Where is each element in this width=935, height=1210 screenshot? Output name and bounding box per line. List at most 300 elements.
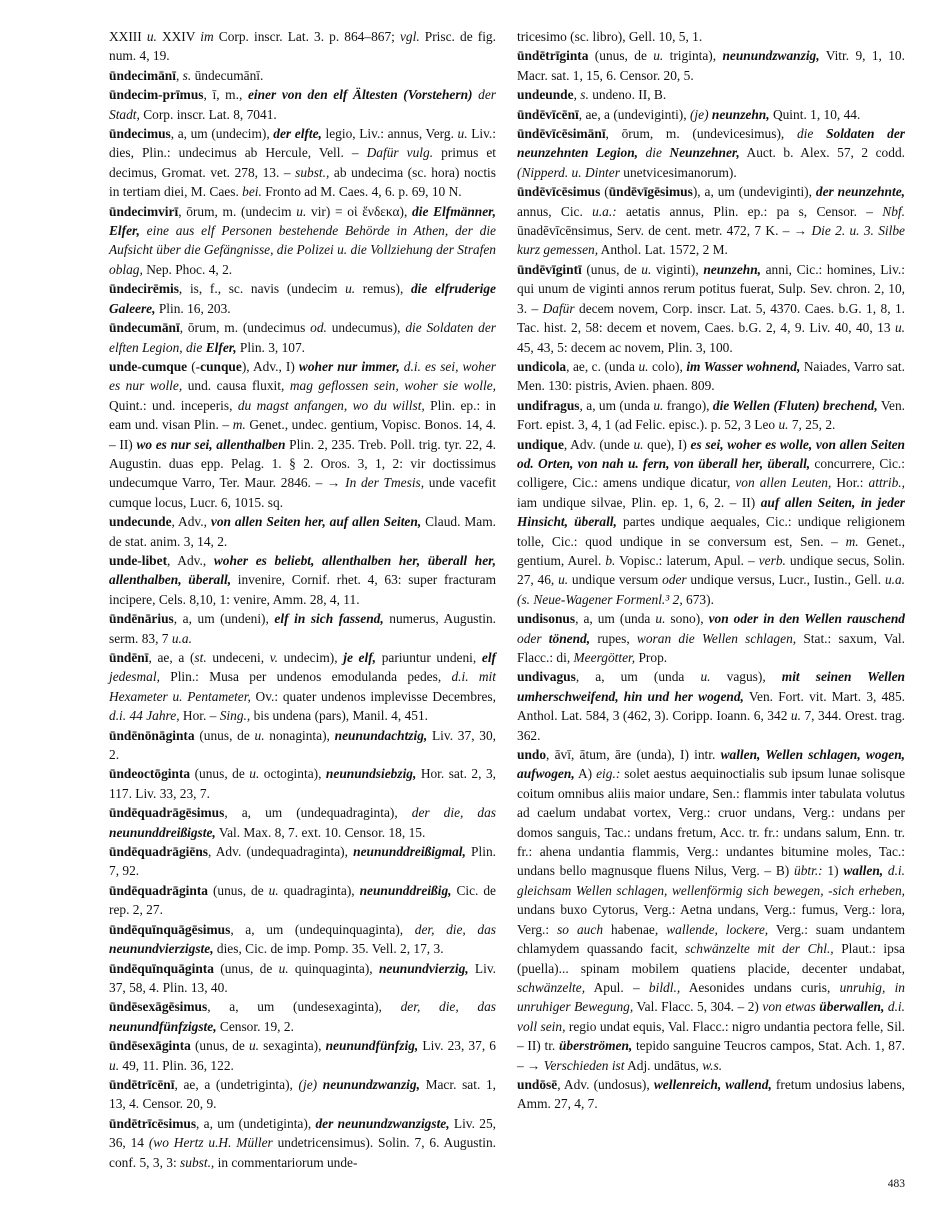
headword: undisonus xyxy=(517,611,576,627)
entry-text: Apul. – xyxy=(585,979,649,995)
entry-text: neunundvierzig, xyxy=(378,960,469,976)
entry-text: ab undecima (sc. hora) noctis in tertiam diei, M. Caes. xyxy=(109,164,496,200)
dictionary-entry xyxy=(517,27,905,46)
entry-text: von oder in den Wellen rauschend xyxy=(708,611,905,627)
entry-text: ), a, um (undeviginti), xyxy=(692,184,816,200)
dictionary-entry xyxy=(109,318,496,357)
entry-text: oder xyxy=(517,630,542,646)
entry-text: u. xyxy=(641,261,652,277)
entry-text: , is, f., sc. navis (undecim xyxy=(178,281,346,297)
headword: undifragus xyxy=(517,397,580,413)
entry-text: oder xyxy=(662,572,687,588)
entry-text: die Wellen (Fluten) brechend, xyxy=(712,397,878,413)
entry-text: neunundvierzigste, xyxy=(109,941,214,957)
entry-text: XXIII xyxy=(109,29,147,44)
dictionary-entry xyxy=(109,85,496,124)
entry-text: 49, 11. Plin. 36, 122. xyxy=(119,1057,234,1073)
entry-text: tepido sanguine Teucros campos, Stat. Ach. 1, 87. – → xyxy=(517,1038,906,1073)
entry-text: decem novem, Corp. inscr. Lat. 5, 4370. Caes. b.G. 1, 8, 1. Tac. hist. 2, 58: decem et novem, Caes. b.G. 2, 4, 9. Liv. 40, 40, 13 xyxy=(517,300,905,336)
entry-text: , ōrum, m. (undecimus xyxy=(179,320,311,336)
dictionary-entry xyxy=(109,764,496,803)
entry-text: Adj. undātus, xyxy=(624,1057,703,1073)
entry-text: , a, um (unda xyxy=(579,397,654,413)
entry-text: rupes, xyxy=(590,630,637,646)
entry-text: 1) xyxy=(822,863,844,879)
entry-text: primus et decimus, Gromat. vet. 278, 13. – xyxy=(109,145,496,180)
entry-text: , ae, a ( xyxy=(148,650,195,665)
entry-text: einer von den elf Ältesten (Vorstehern) xyxy=(247,87,473,103)
dictionary-entry xyxy=(109,920,496,959)
entry-text: du magst anfangen, wo du willst, xyxy=(237,397,425,413)
entry-text: Aesonides undans curis, xyxy=(680,979,840,995)
entry-text: (unus, de xyxy=(190,766,250,782)
entry-text: u. xyxy=(638,358,649,374)
entry-text: Genet., undec. gentium, Vopisc. Bonos. 14, 4. – II) xyxy=(109,417,496,452)
dictionary-entry xyxy=(517,182,905,260)
headword: ūndecimvirī xyxy=(109,203,179,219)
entry-text: 673). xyxy=(682,591,714,607)
headword: unde-cumque xyxy=(109,358,188,374)
entry-text: Val. Flacc. 5, 304. – 2) xyxy=(633,999,763,1015)
entry-text: undecumus), xyxy=(326,320,406,336)
entry-text: undeno. II, B. xyxy=(588,87,667,103)
entry-text: iam undique silvae, Plin. ep. 1, 6, 2. – II) xyxy=(517,494,761,510)
entry-text: wallen, xyxy=(843,863,884,879)
entry-text: , xyxy=(175,67,183,83)
entry-text: anni, Cic.: homines, Liv.: qui unum de viginti annos rerum potitus fuerat, Sulp. Sev. chron. 2, 10, 3. – xyxy=(517,261,905,316)
entry-text: , a, um (undeni), xyxy=(173,611,275,627)
entry-text: Plin. 16, 203. xyxy=(155,300,231,316)
entry-text: subst., xyxy=(180,1154,215,1170)
entry-text: In der Tmesis, xyxy=(345,475,425,491)
entry-text: die elfruderige Galeere, xyxy=(109,281,497,316)
headword: ūndētrīcēnī xyxy=(109,1076,175,1092)
entry-text: que), I) xyxy=(643,436,691,452)
dictionary-entry xyxy=(109,726,496,765)
entry-text: (unus, de xyxy=(581,261,642,277)
entry-text: d.i. gleichsam Wellen schlagen, wellenförmig sich bewegen, -sich erheben, xyxy=(517,863,905,898)
dictionary-entry xyxy=(109,803,496,842)
entry-text: die Soldaten der elften Legion, die xyxy=(109,320,496,355)
entry-text: numerus, Augustin. serm. 83, 7 xyxy=(109,611,496,646)
entry-text: d.i. mit Hexameter u. Pentameter, xyxy=(109,669,496,704)
entry-text: woran die Wellen schlagen, xyxy=(636,630,797,646)
entry-text: , a, um (undequinquaginta), xyxy=(230,921,415,937)
entry-text: , Adv. (undosus), xyxy=(557,1076,654,1092)
entry-text: Verg.: suam undantem chlamydem quassando facit, xyxy=(517,921,905,957)
entry-text: Val. Max. 8, 7. ext. 10. Censor. 18, 15. xyxy=(215,824,426,840)
entry-text: u. xyxy=(655,611,666,627)
headword: ūndecimus xyxy=(109,126,171,142)
entry-text: u. xyxy=(254,727,265,743)
dictionary-entry xyxy=(109,1075,496,1114)
entry-text: Ov.: quater undenos implevisse Decembres, xyxy=(250,688,496,704)
entry-text: fretum undosius labens, Amm. 27, 4, 7. xyxy=(517,1076,905,1112)
entry-text: (- xyxy=(187,358,201,374)
entry-text: (unus, de xyxy=(194,727,255,743)
entry-text: es sei, woher es wolle, von allen Seiten od. Orten, von nah u. fern, von überall her, überall, xyxy=(517,436,905,471)
entry-text: invenire, Cornif. rhet. 4, 63: super fracturam incipere, Cels. 8,10, 1: venire, Amm. 28, 4, 11. xyxy=(109,572,496,607)
entry-text: Nep. Phoc. 4, 2. xyxy=(142,261,233,277)
entry-text: Vopisc.: laterum, Apul. – xyxy=(615,552,759,568)
entry-text: sono), xyxy=(665,611,709,627)
entry-text: , a, um (undesexaginta), xyxy=(207,999,401,1015)
dictionary-entry xyxy=(517,435,905,610)
entry-text: im xyxy=(200,29,214,44)
entry-text: neununddreißigste, xyxy=(109,824,216,840)
entry-text: , a, um (undecim), xyxy=(170,126,274,142)
headword: ūndēquadrāgiēns xyxy=(109,844,208,860)
entry-text xyxy=(140,223,147,238)
dictionary-entry xyxy=(517,357,905,396)
headword: undōsē xyxy=(517,1076,558,1092)
entry-text: bei. xyxy=(242,184,262,200)
entry-text: tönend, xyxy=(548,630,591,646)
entry-text: (wo Hertz u.H. Müller xyxy=(148,1135,273,1151)
entry-text: Elfer, xyxy=(205,339,237,355)
entry-text: u.a. xyxy=(171,630,192,646)
entry-text: ), Adv., I) xyxy=(241,358,299,374)
left-column xyxy=(109,27,496,1172)
entry-text: st. xyxy=(194,650,207,665)
entry-text: triginta), xyxy=(663,48,723,64)
entry-text: undique secus, Solin. 27, 46, xyxy=(517,552,905,588)
entry-text: undetricensimus). Solin. 7, 6. Augustin. conf. 5, 3, 3: xyxy=(109,1135,496,1170)
entry-text: w.s. xyxy=(702,1057,723,1073)
entry-text: quadraginta), xyxy=(278,882,360,898)
dictionary-entry xyxy=(109,27,496,66)
entry-text: Corp. inscr. Lat. 8, 7041. xyxy=(139,106,277,122)
entry-text: u.a.: xyxy=(592,203,617,219)
headword: ūndēnī xyxy=(109,650,149,665)
entry-text: unetvicesimanorum). xyxy=(619,164,737,180)
dictionary-entry xyxy=(517,46,905,85)
entry-text: , Adv. (unde xyxy=(563,436,634,452)
entry-text: u. xyxy=(653,397,664,413)
entry-text: neunundsiebzig, xyxy=(325,766,417,782)
page-number: 483 xyxy=(887,1178,905,1190)
entry-text: die xyxy=(796,126,814,142)
entry-text: der neunzehnte, xyxy=(815,184,906,200)
entry-text: aetatis annus, Plin. ep.: pa s, Censor. – xyxy=(616,203,883,219)
entry-text: (unus, de xyxy=(588,48,654,64)
entry-text: neunundachtzig, xyxy=(334,727,428,743)
entry-text: Plaut.: ipsa (puella)... spinam mobilem quatiens placide, decenter undabat, xyxy=(517,941,905,976)
entry-text: u. xyxy=(778,417,789,433)
entry-text: Macr. sat. 1, 13, 4. Censor. 20, 9. xyxy=(109,1076,496,1112)
entry-text: habenae, xyxy=(603,921,667,937)
entry-text: der, die, das xyxy=(400,999,496,1015)
entry-text: pariuntur undeni, xyxy=(376,650,482,665)
entry-text: Stat.: saxum, Val. Flacc.: di, xyxy=(517,630,905,665)
entry-text: , ae, a (undetriginta), xyxy=(174,1076,299,1092)
entry-text: Liv.: dies, Plin.: undecimus ab Hercule, Vell. – xyxy=(109,126,496,161)
entry-text: verb. xyxy=(758,552,786,568)
entry-text: Plin. ep.: in eam und. visan Plin. – xyxy=(109,397,496,433)
entry-text: Prop. xyxy=(635,650,668,665)
entry-text: octoginta), xyxy=(259,766,326,782)
headword: ūndeoctōginta xyxy=(109,766,191,782)
entry-text: auf allen Seiten, in jeder Hinsicht, überall, xyxy=(517,494,905,530)
entry-text: eine aus elf Personen bestehende Behörde in Athen, der die Aufsicht über die Gefängnisse, die Polizei u. die Vollziehung der Strafen oblag, xyxy=(109,223,496,277)
dictionary-entry xyxy=(109,1114,496,1172)
headword: ūndecumānī xyxy=(109,320,180,336)
entry-text: , ōrum, m. (undecim xyxy=(178,203,297,219)
entry-text: überströmen, xyxy=(558,1038,633,1054)
dictionary-entry xyxy=(109,512,496,551)
headword: unde-libet xyxy=(109,552,168,568)
entry-text: (je) xyxy=(689,106,709,122)
entry-text: , ae, a (undeviginti), xyxy=(578,106,690,122)
entry-text: neunundfünfzig, xyxy=(325,1038,419,1054)
dictionary-entry xyxy=(517,124,905,182)
entry-text: u. xyxy=(268,882,279,898)
entry-text: concurrere, Cic.: colligere, Cic.: amens undique dicatur, xyxy=(517,455,905,491)
dictionary-entry xyxy=(109,997,496,1036)
headword: ūndētrīginta xyxy=(517,48,589,64)
headword: ūndēquadrāgēsimus xyxy=(109,805,225,821)
entry-text: woher es beliebt, allenthalben her, überall her, allenthalben, überall, xyxy=(109,552,496,588)
entry-text: Verschieden ist xyxy=(543,1057,625,1073)
dictionary-entry xyxy=(517,85,905,104)
dictionary-entry xyxy=(109,124,496,202)
entry-text: unruhig, in unruhiger Bewegung, xyxy=(517,979,905,1015)
entry-text: u. xyxy=(278,960,289,976)
entry-text: , a, um (unda xyxy=(575,669,701,685)
entry-text: wallende, lockere, xyxy=(666,921,769,937)
entry-text: Soldaten der neunzehnten Legion, xyxy=(517,126,905,161)
headword: undicola xyxy=(517,358,567,374)
entry-text: tricesimo (sc. libro), Gell. 10, 5, 1. xyxy=(517,29,703,44)
entry-text: Liv. 37, 58, 4. Plin. 13, 40. xyxy=(109,960,496,995)
entry-text: XXIV xyxy=(156,29,201,44)
entry-text: A) xyxy=(574,766,597,782)
headword: undeunde xyxy=(517,87,574,103)
entry-text: Fronto ad M. Caes. 4, 6. p. 69, 10 N. xyxy=(261,184,462,200)
entry-text: die Elfmänner, Elfer, xyxy=(109,203,496,239)
entry-text: ( xyxy=(600,184,609,200)
headword: ūndēvīcēsimānī xyxy=(517,126,606,142)
entry-text: remus), xyxy=(355,281,411,297)
entry-text: Ven. Fort. epist. 3, 4, 1 (ad Felic. episc.). p. 52, 3 Leo xyxy=(517,397,905,433)
headword: ūndēsexāginta xyxy=(109,1038,191,1054)
headword: ūndēvīgēsimus xyxy=(608,184,693,200)
entry-text: Genet., gentium, Aurel. xyxy=(517,533,905,568)
entry-text: u. xyxy=(146,29,157,44)
dictionary-entry xyxy=(109,842,496,881)
entry-text: od. xyxy=(310,320,327,336)
entry-text: u. xyxy=(345,281,356,297)
entry-text: solet aestus aequinoctialis sub ipsum lunae solisque coitum omnibus aliis maior undare, Sen.: flammis inter tabulata volutus ad caelum undabat vortex, Verg.: cruor undans, Verg.: undans per domos sanguis, Tac.: undans fretum, Acc. tr. fr.: undans salum, Enn. tr. fr.: ahena undantia flammis, Verg.: undantes bitumine moles, Tac.: undans bello magnusque fluens Nilus, Verg. – B) xyxy=(517,766,906,879)
entry-text: neunundzwanzig, xyxy=(322,1076,420,1092)
dictionary-entry xyxy=(109,202,496,280)
right-column xyxy=(517,27,905,1114)
entry-text: u. xyxy=(790,708,801,724)
entry-text: Hor.: xyxy=(831,475,869,491)
entry-text: neunundfünfzigste, xyxy=(109,1018,217,1034)
headword: ūndēsexāgēsimus xyxy=(109,999,208,1015)
entry-text: dies, Cic. de imp. Pomp. 35. Vell. 2, 17, 3. xyxy=(213,941,444,957)
entry-text: vir) = οἱ ἕνδεκα), xyxy=(306,203,413,219)
headword: ūndēquīnquāginta xyxy=(109,960,214,976)
entry-text: woher nur immer, xyxy=(298,358,400,374)
entry-text: subst., xyxy=(295,164,330,180)
entry-text: (Nipperd. u. Dinter xyxy=(517,164,620,180)
entry-text: Plin. 2, 235. Treb. Poll. trig. tyr. 22, 4. Augustin. duas epp. Pelag. 1. § 2. Oros. 3, 1, 2: vir doctissimus undecumque Varro, Ter. Maur. 2846. – → xyxy=(109,436,496,491)
entry-text: Nbf. xyxy=(882,203,905,219)
entry-text: u. xyxy=(558,572,569,588)
entry-text: überwallen, xyxy=(819,999,885,1015)
dictionary-entry xyxy=(517,260,905,357)
entry-text: ūnadēvīcēnsimus, Serv. de cent. metr. 472, 7 K. – → xyxy=(517,223,812,239)
entry-text: mag geflossen sein, woher sie wolle, xyxy=(289,378,497,394)
entry-text: schwänzelte mit der Chl., xyxy=(685,941,834,957)
entry-text: 7, 25, 2. xyxy=(788,417,836,433)
entry-text: neunundzwanzig, xyxy=(722,48,820,64)
dictionary-entry xyxy=(109,959,496,998)
entry-text: annus, Cic. xyxy=(517,203,593,219)
entry-text: undecim), xyxy=(278,650,344,665)
entry-text: Hor. sat. 2, 3, 117. Liv. 33, 23, 7. xyxy=(109,766,496,801)
entry-text: undeceni, xyxy=(206,650,270,665)
entry-text: , ae, c. (unda xyxy=(566,358,639,374)
entry-text: Sing., xyxy=(219,708,251,724)
entry-text: die xyxy=(645,145,662,161)
entry-text: ūndecumānī. xyxy=(191,67,264,83)
entry-text: 7, 344. Orest. trag. 362. xyxy=(517,708,905,743)
dictionary-entry xyxy=(109,648,496,726)
entry-text: Ven. Fort. vit. Mart. 3, 485. Anthol. Lat. 584, 3 (462, 3). Coripp. Ioann. 6, 342 xyxy=(517,688,905,724)
entry-text: Corp. inscr. Lat. 3. p. 864–867; xyxy=(213,29,400,44)
entry-text: undique versus, Lucr., Iustin., Gell. xyxy=(686,572,885,588)
entry-text: neunzehn, xyxy=(703,261,762,277)
entry-text xyxy=(813,126,826,141)
entry-text: u. xyxy=(457,126,468,142)
entry-text: so auch xyxy=(557,921,604,937)
dictionary-entry xyxy=(517,1075,905,1114)
entry-text: d.i. 44 Jahre, xyxy=(109,708,180,724)
dictionary-entry xyxy=(517,396,905,435)
entry-text: d.i. voll sein, xyxy=(517,999,905,1034)
entry-text: , a, um (unda xyxy=(575,611,656,627)
entry-text: Dafür vulg. xyxy=(366,145,434,161)
entry-text: eig.: xyxy=(596,766,621,782)
entry-text: , ī, m., xyxy=(203,87,248,103)
entry-text: vgl. xyxy=(399,29,420,44)
entry-text: , Adv., xyxy=(167,552,214,568)
entry-text: u. xyxy=(249,766,260,782)
entry-text: , a, um (undetiginta), xyxy=(196,1115,316,1131)
entry-text: elf xyxy=(481,650,497,665)
dictionary-entry xyxy=(109,609,496,648)
entry-text: , āvī, ātum, āre (unda), I) intr. xyxy=(546,747,721,763)
entry-text: neunzehn, xyxy=(711,106,770,122)
headword: undique xyxy=(517,436,564,452)
dictionary-entry xyxy=(517,609,905,667)
entry-text: v. xyxy=(269,650,278,665)
entry-text: frango), xyxy=(663,397,713,413)
headword: cunque xyxy=(200,358,242,374)
entry-text: m. xyxy=(845,533,859,549)
entry-text: vagus), xyxy=(710,669,782,685)
entry-text: colo), xyxy=(648,358,687,374)
dictionary-entry xyxy=(109,357,496,512)
entry-text: 45, 43, 5: decem ac novem, Plin. 3, 100. xyxy=(517,339,733,355)
entry-text: , Adv. (undequadraginta), xyxy=(207,844,354,860)
entry-text: Quint. 1, 10, 44. xyxy=(769,106,861,122)
entry-text: Neunzehner, xyxy=(669,145,740,161)
entry-text: undique versum xyxy=(568,572,663,588)
entry-text: Quint.: und. inceperis, xyxy=(109,397,238,413)
entry-text: , xyxy=(573,87,581,103)
entry-text: Prisc. de fig. num. 4, 19. xyxy=(109,29,496,64)
entry-text: u. xyxy=(894,320,905,336)
entry-text: s. xyxy=(182,67,192,83)
entry-text: der die, das xyxy=(411,805,496,821)
entry-text: mit seinen Wellen umherschweifend, hin und her wogend, xyxy=(517,669,905,704)
entry-text xyxy=(638,145,646,160)
headword: ūndēvīcēnī xyxy=(517,106,579,122)
headword: ūndecimānī xyxy=(109,67,176,83)
headword: undo xyxy=(517,747,547,763)
dictionary-entry xyxy=(109,66,496,85)
entry-text: u. xyxy=(248,1038,259,1054)
dictionary-entry xyxy=(517,667,905,745)
dictionary-entry xyxy=(517,745,905,1075)
entry-text: der Stadt, xyxy=(109,87,496,122)
entry-text: wellenreich, wallend, xyxy=(653,1076,772,1092)
entry-text: u. xyxy=(109,1057,120,1073)
entry-text: Vitr. 9, 1, 10. Macr. sat. 1, 15, 6. Censor. 20, 5. xyxy=(517,48,905,83)
entry-text: Plin. 7, 92. xyxy=(109,844,496,879)
entry-text: Liv. 37, 30, 2. xyxy=(109,727,496,763)
dictionary-entry xyxy=(109,279,496,318)
entry-text: Cic. de rep. 2, 27. xyxy=(109,882,496,918)
entry-text: von allen Leuten, xyxy=(735,475,832,491)
entry-text: Plin. 3, 107. xyxy=(236,339,306,355)
headword: ūndēquadrāginta xyxy=(109,882,208,898)
entry-text: attrib., xyxy=(868,475,905,491)
entry-text: (unus, de xyxy=(207,882,269,898)
entry-text: bis undena (pars), Manil. 4, 451. xyxy=(250,708,429,724)
headword: ūndecirēmis xyxy=(109,281,179,297)
entry-text: der, die, das xyxy=(414,921,496,937)
entry-text: b. xyxy=(605,552,616,568)
entry-text: übtr.: xyxy=(794,863,823,879)
entry-text: u. xyxy=(633,436,644,452)
entry-text: in commentariorum unde- xyxy=(214,1154,358,1170)
entry-text: und. causa fluxit, xyxy=(182,378,290,394)
entry-text: im Wasser wohnend, xyxy=(686,358,801,374)
headword: ūndētrīcēsimus xyxy=(109,1115,197,1131)
entry-text: quinquaginta), xyxy=(288,960,379,976)
headword: undecunde xyxy=(109,514,172,530)
entry-text: Auct. b. Alex. 57, 2 codd. xyxy=(739,145,905,161)
entry-text: Plin.: Musa per undenos emodulanda pedes, xyxy=(159,669,452,685)
headword: ūndēvīgintī xyxy=(517,261,582,277)
entry-text: Meergötter, xyxy=(573,650,636,665)
entry-text: jedesmal, xyxy=(109,669,160,685)
entry-text: je elf, xyxy=(343,650,377,665)
dictionary-entry xyxy=(109,1036,496,1075)
entry-text: der neunundzwanzigste, xyxy=(315,1115,450,1131)
dictionary-entry xyxy=(517,105,905,124)
entry-text: Hor. – xyxy=(179,708,220,724)
entry-text: viginti), xyxy=(651,261,704,277)
entry-text: Liv. 25, 36, 14 xyxy=(109,1115,496,1151)
entry-text: von allen Seiten her, auf allen Seiten, xyxy=(210,514,422,530)
entry-text: , Adv., xyxy=(171,514,211,530)
